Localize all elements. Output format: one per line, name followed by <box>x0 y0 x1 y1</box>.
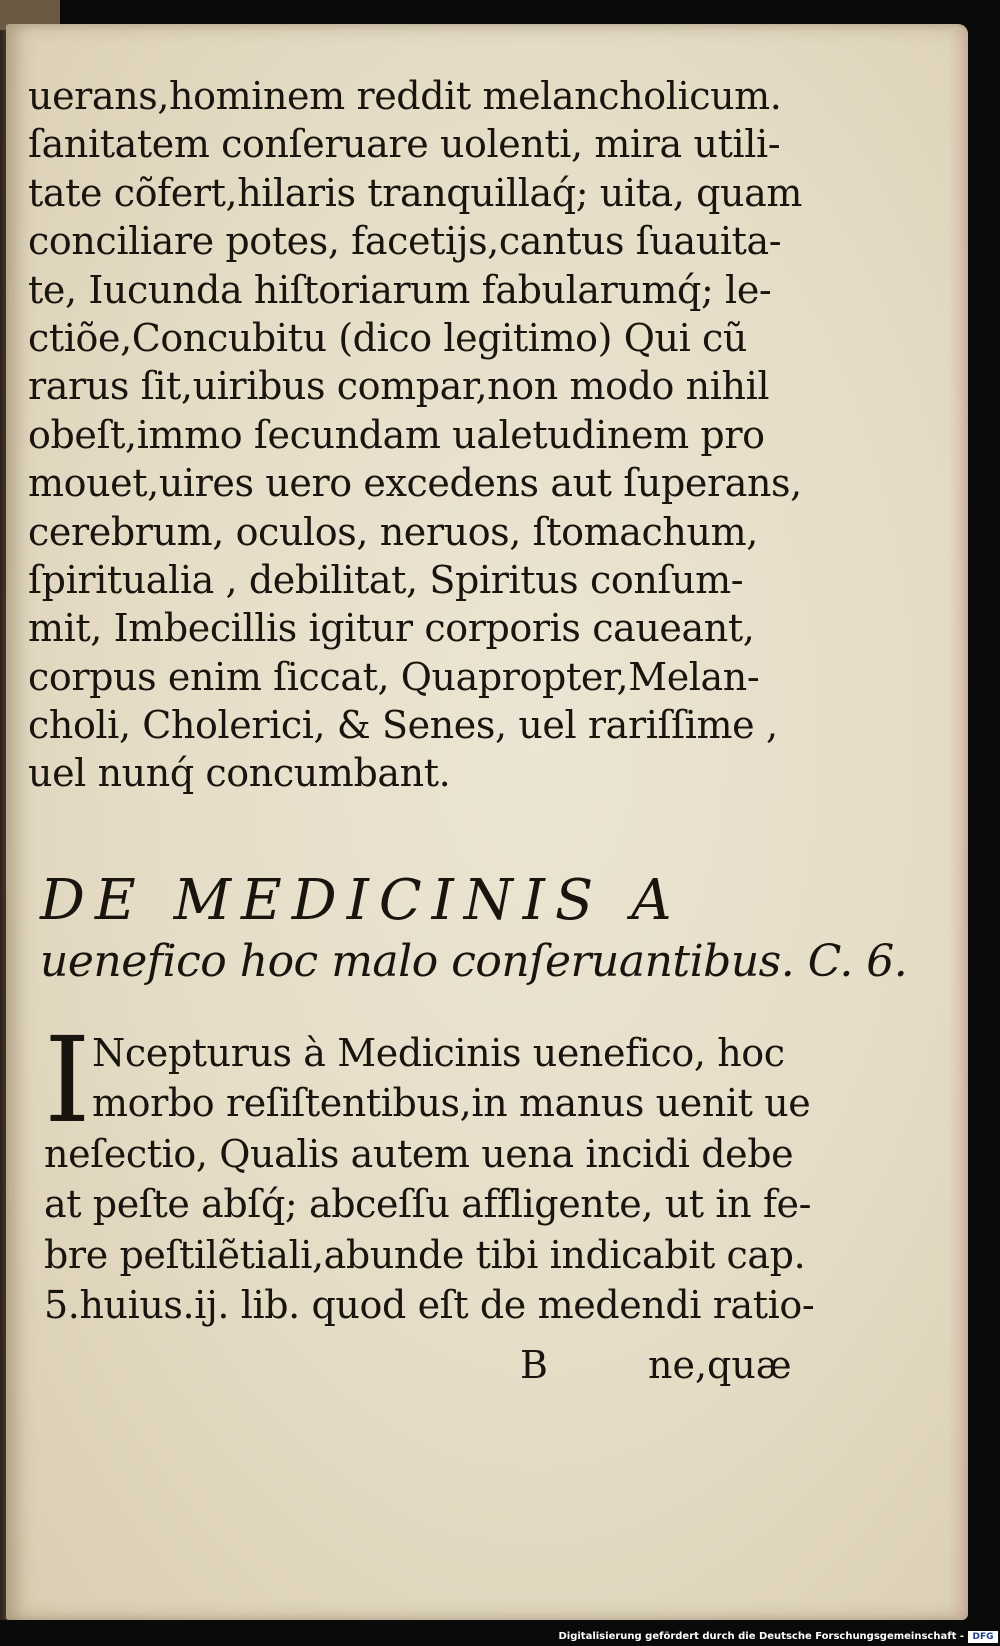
signature-mark: B <box>520 1343 548 1387</box>
text-line: uel nunq́ concumbant. <box>28 751 451 796</box>
text-line: uerans,hominem reddit melancholicum. <box>28 74 782 118</box>
text-line: ſanitatem conſeruare uolenti, mira utili- <box>28 122 781 167</box>
text-line: mouet,uires uero excedens aut ſuperans, <box>28 461 802 506</box>
text-line: morbo reſiſtentibus,in manus uenit ue <box>92 1081 811 1126</box>
chapter-heading <box>40 868 908 992</box>
page-right-edge <box>948 30 968 1618</box>
text-line: obeſt,immo ſecundam ualetudinem pro <box>28 412 765 457</box>
text-line: at peſte abſq́; abceſſu affligente, ut in fe- <box>44 1182 812 1227</box>
paragraph-2 <box>44 1011 815 1330</box>
text-line: ctiõe,Concubitu (dico legitimo) Qui cũ <box>28 315 747 360</box>
text-line: tate cõfert,hilaris tranquillaq́; uita, quam <box>28 170 803 215</box>
footer-credit-text: Digitalisierung gefördert durch die Deutsche Forschungsgemeinschaft - <box>558 1631 964 1642</box>
chapter-heading-line-2: uenefico hoc malo conſeruantibus. C. 6. <box>40 936 908 987</box>
text-line: ſpiritualia , debilitat, Spiritus conſum- <box>28 557 744 602</box>
paragraph-1 <box>28 72 808 798</box>
text-line: neſectio, Qualis autem uena incidi debe <box>44 1131 794 1176</box>
text-line: bre peſtilẽtiali,abunde tibi indicabit cap. <box>44 1232 806 1277</box>
text-line: corpus enim ſiccat, Quapropter,Melan- <box>28 654 760 699</box>
text-line: conciliare potes, facetijs,cantus ſuauita- <box>28 219 782 264</box>
text-line: choli, Cholerici, & Senes, uel rariſſime , <box>28 703 778 748</box>
digitization-footer <box>558 1630 1000 1646</box>
text-line: cerebrum, oculos, neruos, ſtomachum, <box>28 509 758 554</box>
text-line: Ncepturus à Medicinis uenefico, hoc <box>92 1031 785 1075</box>
catchword: ne,quæ <box>648 1343 792 1387</box>
text-line: rarus ſit,uiribus compar,non modo nihil <box>28 364 770 409</box>
drop-cap: I <box>44 1011 91 1149</box>
chapter-heading-line-1: DE MEDICINIS A <box>40 868 682 933</box>
text-line: 5.huius.ij. lib. quod eſt de medendi ratio- <box>44 1282 815 1327</box>
text-line: te, Iucunda hiſtoriarum fabularumq́; le- <box>28 267 772 312</box>
text-line: mit, Imbecillis igitur corporis caueant, <box>28 606 755 651</box>
dfg-logo: DFG <box>968 1631 998 1643</box>
